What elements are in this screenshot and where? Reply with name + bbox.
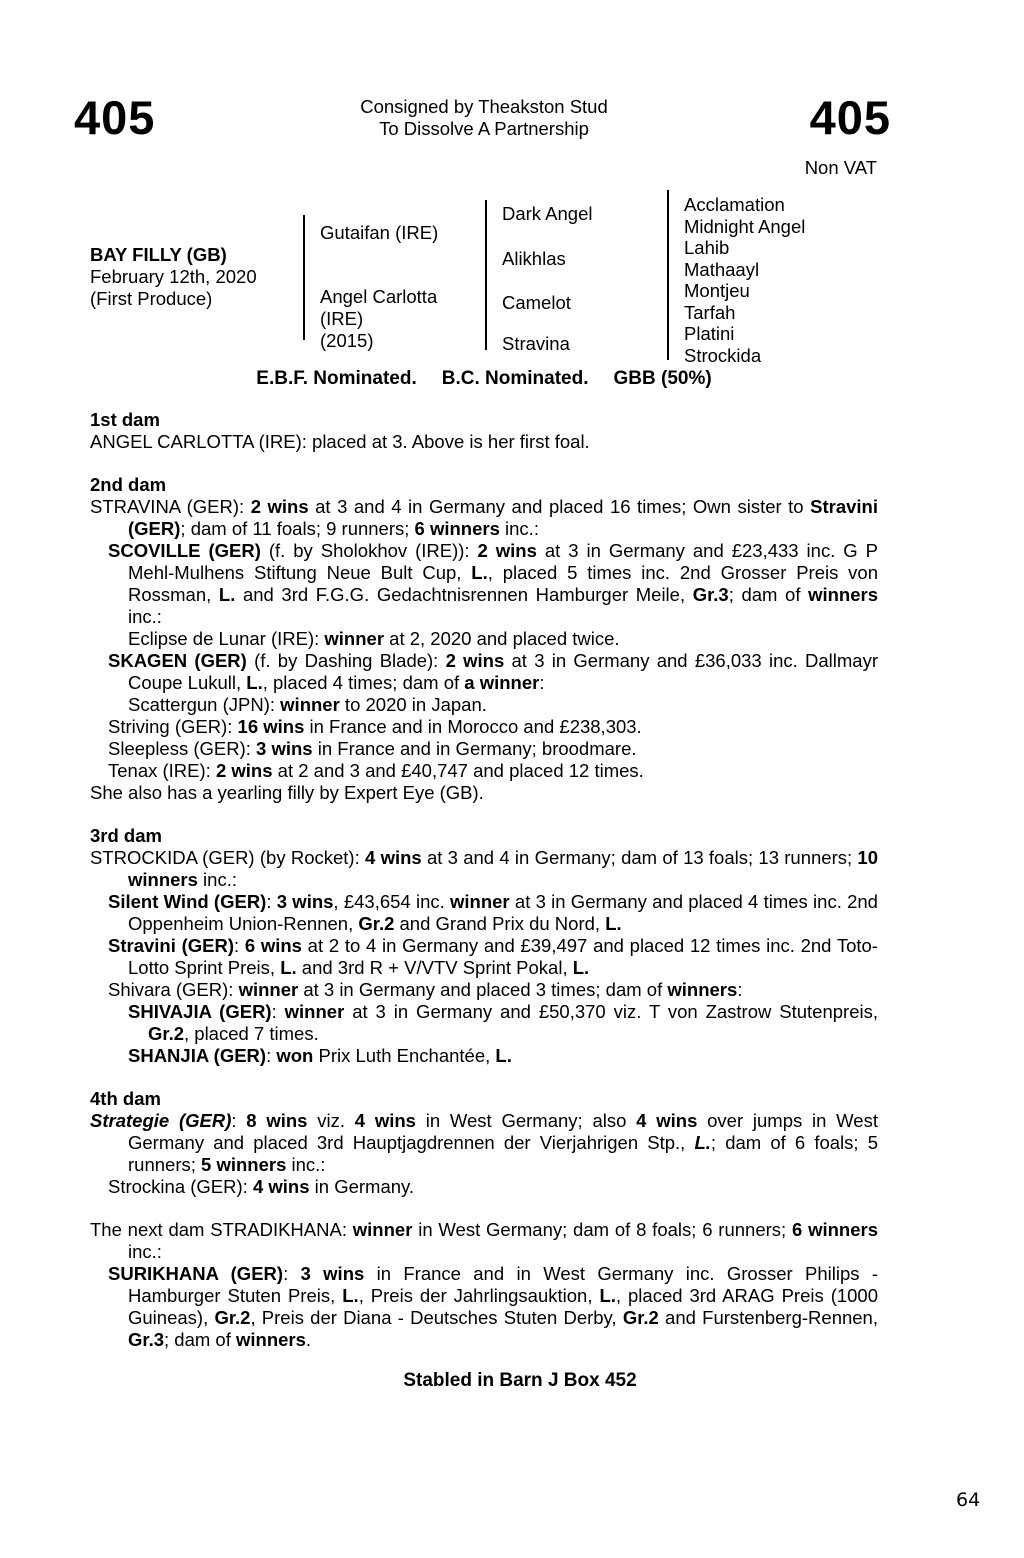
text-segment: in France and in West Germany inc. Grosser Philips - Hamburger Stuten Preis,: [128, 1263, 878, 1306]
text-segment: at 2 to 4 in Germany and £39,497 and placed 12 times inc. 2nd Toto-Lotto Sprint Preis,: [128, 935, 878, 978]
text-segment: at 3 in Germany and £23,433 inc. G P Mehl-Mulhens Stiftung Neue Bult Cup,: [128, 540, 878, 583]
text-segment: STROCKIDA (GER) (by Rocket):: [90, 847, 365, 868]
gen3-name: Acclamation: [684, 194, 785, 215]
gen3-name: Platini: [684, 323, 735, 344]
consignor-line-1: Consigned by Theakston Stud: [360, 96, 608, 117]
dam-heading: 4th dam: [90, 1088, 161, 1109]
text-segment: :: [737, 979, 743, 1000]
text-segment: a winner: [464, 672, 540, 693]
text-segment: Tenax (IRE):: [108, 760, 216, 781]
pedigree-paragraph: [90, 1219, 878, 1263]
text-segment: SKAGEN (GER): [108, 650, 247, 671]
dam-heading: 2nd dam: [90, 474, 167, 495]
subject-foaled: February 12th, 2020: [90, 266, 257, 287]
text-segment: inc.:: [128, 1241, 162, 1262]
gen3-name: Montjeu: [684, 280, 750, 301]
text-segment: (f. by Dashing Blade):: [246, 650, 446, 671]
text-segment: at 3 in Germany and £50,370 viz. T von Zastrow Stutenpreis,: [344, 1001, 878, 1022]
dam-name-line: (IRE): [320, 308, 364, 329]
text-segment: L.: [572, 957, 590, 978]
text-segment: at 3 and 4 in Germany and placed 16 times; Own sister to: [308, 496, 811, 517]
text-segment: L.: [599, 1285, 616, 1306]
text-segment: :: [283, 1263, 301, 1284]
text-segment: 3 wins: [276, 891, 334, 912]
gen2-name: Dark Angel: [502, 203, 593, 224]
consignor-block: [90, 96, 878, 140]
text-segment: winners: [808, 584, 878, 605]
text-segment: 3 wins: [300, 1263, 365, 1284]
text-segment: Shivara (GER):: [108, 979, 239, 1000]
gen3-name: Mathaayl: [684, 258, 760, 280]
pedigree-paragraph: [90, 1176, 878, 1198]
pedigree-paragraph: [90, 1263, 878, 1351]
text-segment: 6 wins: [244, 935, 302, 956]
nominations-line: [90, 368, 878, 390]
text-segment: Prix Luth Enchantée,: [313, 1045, 496, 1066]
text-segment: Gr.2: [622, 1307, 659, 1328]
text-segment: L.: [495, 1045, 512, 1066]
text-segment: 3 wins: [256, 738, 313, 759]
text-segment: 4 wins: [354, 1110, 416, 1131]
text-segment: :: [271, 1001, 285, 1022]
dam-heading: 1st dam: [90, 409, 160, 430]
text-segment: Gr.2: [214, 1307, 251, 1328]
gen3-name: Midnight Angel: [684, 215, 806, 237]
pedigree-paragraph: [90, 1045, 878, 1067]
text-segment: winners: [667, 979, 738, 1000]
text-segment: The next dam STRADIKHANA:: [90, 1219, 353, 1240]
text-segment: over jumps in West Germany and placed 3rd Hauptjagdrennen der Vierjahrigen Stp.,: [128, 1110, 878, 1153]
pedigree-paragraph: [90, 738, 878, 760]
text-segment: to 2020 in Japan.: [339, 694, 487, 715]
dam-heading: 3rd dam: [90, 825, 162, 846]
dam-section: [90, 409, 878, 453]
text-segment: :: [231, 1110, 247, 1131]
text-segment: ; dam of: [728, 584, 809, 605]
text-segment: Eclipse de Lunar (IRE):: [128, 628, 325, 649]
gen3-name: Strockida: [684, 344, 762, 366]
nomination-item: E.B.F. Nominated.: [256, 368, 417, 389]
text-segment: in West Germany; also: [415, 1110, 637, 1131]
text-segment: Sleepless (GER):: [108, 738, 257, 759]
text-segment: at 2 and 3 and £40,747 and placed 12 times.: [272, 760, 644, 781]
text-segment: L.: [471, 562, 488, 583]
text-segment: ; dam of 6 foals; 5 runners;: [128, 1132, 878, 1175]
dam-section: [90, 474, 878, 804]
dam-name-block: [320, 286, 437, 352]
gen2-name: Camelot: [502, 292, 571, 313]
sire-name: Gutaifan (IRE): [320, 222, 439, 243]
text-segment: in France and in Germany; broodmare.: [312, 738, 637, 759]
text-segment: at 3 in Germany and £36,033 inc. Dallmayr Coupe Lukull,: [128, 650, 878, 693]
text-segment: L.: [246, 672, 263, 693]
text-segment: 4 wins: [252, 1176, 310, 1197]
text-segment: at 3 in Germany and placed 3 times; dam of: [298, 979, 668, 1000]
text-segment: , placed 5 times inc. 2nd Grosser Preis von Rossman,: [128, 562, 879, 605]
text-segment: 2 wins: [250, 496, 309, 517]
subject-note: (First Produce): [90, 288, 213, 309]
gen3-name: Tarfah: [684, 301, 736, 323]
text-segment: SHANJIA (GER): [128, 1045, 267, 1066]
text-segment: , Preis der Diana - Deutsches Stuten Derby,: [250, 1307, 623, 1328]
text-segment: SHIVAJIA (GER): [128, 1001, 272, 1022]
text-segment: inc.:: [499, 518, 539, 539]
text-segment: 4 wins: [365, 847, 422, 868]
pedigree-table: [90, 190, 878, 368]
lot-number-left: 405: [74, 91, 156, 144]
text-segment: at 2, 2020 and placed twice.: [384, 628, 620, 649]
text-segment: Strockina (GER):: [108, 1176, 253, 1197]
text-segment: winner: [352, 1219, 413, 1240]
subject-column: [90, 244, 257, 310]
text-segment: in West Germany; dam of 8 foals; 6 runners;: [412, 1219, 792, 1240]
text-segment: :: [233, 935, 245, 956]
text-segment: 4 wins: [636, 1110, 698, 1131]
text-segment: , placed 4 times; dam of: [262, 672, 465, 693]
dam-name-line: Angel Carlotta: [320, 286, 438, 307]
vat-status: Non VAT: [804, 157, 877, 178]
text-segment: won: [276, 1045, 314, 1066]
text-segment: L.: [280, 957, 297, 978]
text-segment: 10 winners: [128, 847, 878, 890]
text-segment: Gr.3: [128, 1329, 164, 1350]
text-segment: , placed 3rd ARAG Preis (1000 Guineas),: [128, 1285, 879, 1328]
text-segment: :: [539, 672, 545, 693]
dam-section: [90, 1088, 878, 1198]
text-segment: 2 wins: [445, 650, 505, 671]
text-segment: 6 winners: [791, 1219, 878, 1240]
text-segment: SCOVILLE (GER): [108, 540, 261, 561]
lot-number-right: 405: [809, 91, 891, 144]
text-segment: L.: [342, 1285, 359, 1306]
text-segment: 2 wins: [477, 540, 537, 561]
text-segment: Strategie (GER): [90, 1110, 232, 1131]
text-segment: 5 winners: [201, 1154, 287, 1175]
pedigree-paragraph: [90, 1001, 878, 1045]
text-segment: winners: [235, 1329, 306, 1350]
gen3-column: [684, 194, 805, 366]
pedigree-paragraph: [90, 935, 878, 979]
text-segment: in France and in Morocco and £238,303.: [304, 716, 642, 737]
gen3-name: Lahib: [684, 237, 730, 258]
text-segment: (f. by Sholokhov (IRE)):: [260, 540, 478, 561]
text-segment: 2 wins: [215, 760, 273, 781]
text-segment: SURIKHANA (GER): [108, 1263, 284, 1284]
text-segment: .: [305, 1329, 312, 1350]
text-segment: , placed 7 times.: [184, 1023, 319, 1044]
text-segment: and Furstenberg-Rennen,: [658, 1307, 878, 1328]
pedigree-paragraph: [90, 760, 878, 782]
text-segment: winner: [324, 628, 385, 649]
pedigree-paragraph: [90, 716, 878, 738]
pedigree-paragraph: [90, 496, 878, 540]
text-segment: ; dam of: [164, 1329, 236, 1350]
text-segment: winner: [284, 1001, 345, 1022]
pedigree-divider-3: [667, 190, 669, 360]
page-number: 64: [956, 1489, 981, 1511]
pedigree-paragraph: [90, 628, 878, 650]
pedigree-divider-2: [485, 200, 487, 350]
pedigree-paragraph: [90, 650, 878, 694]
text-segment: inc.:: [197, 869, 237, 890]
text-segment: Scattergun (JPN):: [128, 694, 281, 715]
text-segment: at 3 and 4 in Germany; dam of 13 foals; 13 runners;: [421, 847, 858, 868]
text-segment: Striving (GER):: [108, 716, 238, 737]
text-segment: She also has a yearling filly by Expert Eye (GB).: [90, 782, 484, 803]
nomination-item: GBB (50%): [613, 368, 712, 389]
text-segment: Stravini (GER): [108, 935, 234, 956]
text-segment: Silent Wind (GER): [108, 891, 267, 912]
consignor-line-2: To Dissolve A Partnership: [379, 118, 589, 139]
text-segment: Gr.2: [358, 913, 395, 934]
text-segment: 6 winners: [414, 518, 500, 539]
text-segment: , Preis der Jahrlingsauktion,: [358, 1285, 600, 1306]
text-segment: and 3rd F.G.G. Gedachtnisrennen Hamburger Meile,: [235, 584, 693, 605]
text-segment: 8 wins: [246, 1110, 308, 1131]
text-segment: ; dam of 11 foals; 9 runners;: [180, 518, 415, 539]
text-segment: winner: [238, 979, 299, 1000]
text-segment: :: [266, 891, 277, 912]
nomination-item: B.C. Nominated.: [441, 368, 589, 389]
pedigree-paragraph: [90, 782, 878, 804]
text-segment: Stravini (GER): [128, 496, 878, 539]
gen2-name: Alikhlas: [502, 248, 566, 269]
pedigree-sections: [90, 409, 878, 1392]
pedigree-divider-1: [303, 215, 305, 340]
pedigree-paragraph: [90, 431, 878, 453]
text-segment: winner: [450, 891, 510, 912]
text-segment: winner: [280, 694, 340, 715]
text-segment: STRAVINA (GER):: [90, 496, 251, 517]
text-segment: Gr.3: [692, 584, 729, 605]
text-segment: and Grand Prix du Nord,: [394, 913, 606, 934]
text-segment: ANGEL CARLOTTA (IRE): placed at 3. Above is her first foal.: [90, 431, 590, 452]
text-segment: viz.: [307, 1110, 355, 1131]
dam-section: [90, 825, 878, 1067]
pedigree-paragraph: [90, 694, 878, 716]
text-segment: at 3 in Germany and placed 4 times inc. 2nd Oppenheim Union-Rennen,: [128, 891, 878, 934]
text-segment: in Germany.: [309, 1176, 415, 1197]
text-segment: inc.:: [286, 1154, 326, 1175]
text-segment: 16 wins: [237, 716, 305, 737]
text-segment: L.: [218, 584, 236, 605]
pedigree-paragraph: [90, 979, 878, 1001]
text-segment: :: [266, 1045, 277, 1066]
subject-name: BAY FILLY (GB): [90, 244, 227, 265]
text-segment: and 3rd R + V/VTV Sprint Pokal,: [296, 957, 573, 978]
text-segment: Gr.2: [148, 1023, 184, 1044]
gen2-name: Stravina: [502, 333, 570, 354]
text-segment: L.: [694, 1132, 711, 1153]
stabling-line: Stabled in Barn J Box 452: [403, 1370, 637, 1391]
text-segment: inc.:: [128, 606, 162, 627]
pedigree-paragraph: [90, 1110, 878, 1176]
dam-name-line: (2015): [320, 330, 374, 351]
text-segment: L.: [605, 913, 622, 934]
pedigree-paragraph: [90, 540, 878, 628]
text-segment: , £43,654 inc.: [333, 891, 451, 912]
pedigree-paragraph: [90, 891, 878, 935]
dam-section: [90, 1219, 878, 1351]
pedigree-paragraph: [90, 847, 878, 891]
